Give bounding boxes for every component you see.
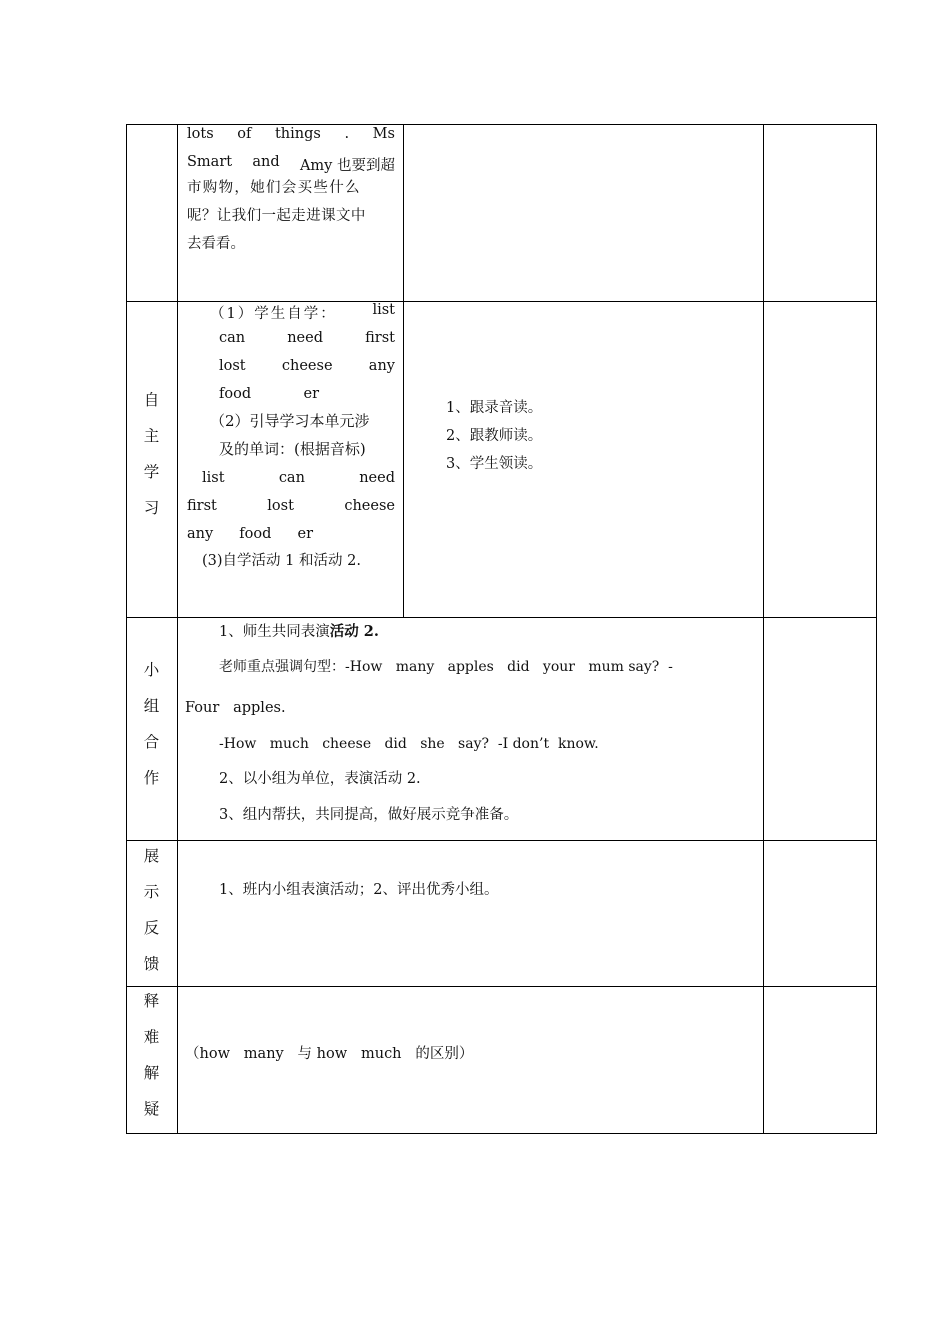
word: Ms bbox=[372, 126, 395, 142]
word: any bbox=[187, 526, 214, 542]
row1-line bbox=[187, 126, 395, 142]
word: food bbox=[219, 386, 252, 402]
word: food bbox=[239, 526, 272, 542]
row4-content: 1、班内小组表演活动；2、评出优秀小组。 bbox=[219, 882, 499, 898]
label-char: 疑 bbox=[143, 1100, 160, 1118]
word: Amy 也要到超 bbox=[299, 158, 395, 174]
word: er bbox=[303, 386, 319, 402]
row1-line: 呢？让我们一起走进课文中 bbox=[187, 208, 366, 224]
row3-line: 3、组内帮扶，共同提高，做好展示竞争准备。 bbox=[219, 807, 519, 823]
word: need bbox=[359, 470, 395, 486]
row2-line: （2）引导学习本单元涉 bbox=[210, 412, 370, 430]
row2-line bbox=[202, 470, 395, 486]
label-char: 组 bbox=[143, 697, 160, 715]
row-divider bbox=[126, 986, 877, 987]
word: Smart bbox=[187, 154, 233, 170]
row3-line: Four apples. bbox=[185, 700, 286, 716]
word: things bbox=[274, 126, 321, 142]
word: lost bbox=[267, 498, 294, 514]
row2-label bbox=[126, 382, 177, 526]
row4-label bbox=[126, 838, 177, 982]
row2-right-line: 1、跟录音读。 bbox=[446, 400, 543, 416]
word: . bbox=[344, 126, 350, 142]
row3-text: 1、师生共同表演 bbox=[219, 624, 330, 640]
label-char: 学 bbox=[143, 463, 160, 481]
row1-line: 去看看。 bbox=[187, 236, 245, 252]
label-char: 小 bbox=[143, 661, 160, 679]
table-border-bottom bbox=[126, 1133, 877, 1134]
label-char: 示 bbox=[143, 883, 160, 901]
label-char: 反 bbox=[143, 919, 160, 937]
table-border-right bbox=[876, 124, 877, 1134]
row2-line bbox=[219, 358, 395, 374]
label-char: 释 bbox=[143, 992, 160, 1010]
column-divider bbox=[403, 124, 404, 618]
label-char: 馈 bbox=[143, 955, 160, 973]
row3-label bbox=[126, 652, 177, 796]
label-char: 主 bbox=[143, 427, 160, 445]
label-char: 自 bbox=[143, 391, 160, 409]
label-char: 作 bbox=[143, 769, 160, 787]
word: list bbox=[202, 470, 225, 486]
row2-line bbox=[219, 386, 319, 402]
row3-bold-text: 活动 2. bbox=[329, 623, 379, 640]
word: cheese bbox=[344, 498, 395, 514]
lesson-table bbox=[126, 124, 877, 1134]
label-char: 习 bbox=[143, 499, 160, 517]
row5-content: （how many 与 how much 的区别） bbox=[185, 1046, 474, 1062]
column-divider bbox=[177, 124, 178, 1134]
label-char: 合 bbox=[143, 733, 160, 751]
word: need bbox=[287, 330, 324, 346]
row3-line: 2、以小组为单位，表演活动 2. bbox=[219, 771, 421, 787]
row2-line bbox=[210, 302, 395, 323]
column-divider bbox=[763, 124, 764, 1134]
row2-right-line: 2、跟教师读。 bbox=[446, 428, 543, 444]
word: er bbox=[297, 526, 313, 542]
word: lots bbox=[187, 126, 214, 142]
row2-line bbox=[187, 526, 313, 542]
row-divider bbox=[126, 840, 877, 841]
label-char: 展 bbox=[143, 847, 160, 865]
label-char: 解 bbox=[143, 1064, 160, 1082]
word: first bbox=[187, 498, 217, 514]
row1-line: 市购物，她们会买些什么 bbox=[187, 180, 361, 196]
row5-label bbox=[126, 983, 177, 1127]
row2-line bbox=[219, 330, 395, 346]
row1-line bbox=[187, 154, 395, 175]
word: and bbox=[252, 154, 280, 170]
row2-line: (3)自学活动 1 和活动 2. bbox=[202, 553, 361, 569]
word: cheese bbox=[281, 358, 333, 374]
word: of bbox=[237, 126, 252, 142]
word: list bbox=[372, 302, 395, 318]
word: any bbox=[368, 358, 395, 374]
row3-line: 老师重点强调句型：-How many apples did your mum say? - bbox=[219, 659, 673, 675]
word: （1）学生自学： bbox=[210, 306, 337, 322]
row3-line bbox=[219, 618, 379, 646]
row3-line: -How much cheese did she say? -I don’t know. bbox=[219, 736, 599, 752]
word: can bbox=[219, 330, 246, 346]
word: can bbox=[278, 470, 305, 486]
row2-line: 及的单词：(根据音标) bbox=[219, 440, 366, 458]
label-char: 难 bbox=[143, 1028, 160, 1046]
word: first bbox=[365, 330, 395, 346]
word: lost bbox=[219, 358, 246, 374]
row2-right-line: 3、学生领读。 bbox=[446, 456, 543, 472]
row2-line bbox=[187, 498, 395, 514]
table-border-top bbox=[126, 124, 877, 125]
